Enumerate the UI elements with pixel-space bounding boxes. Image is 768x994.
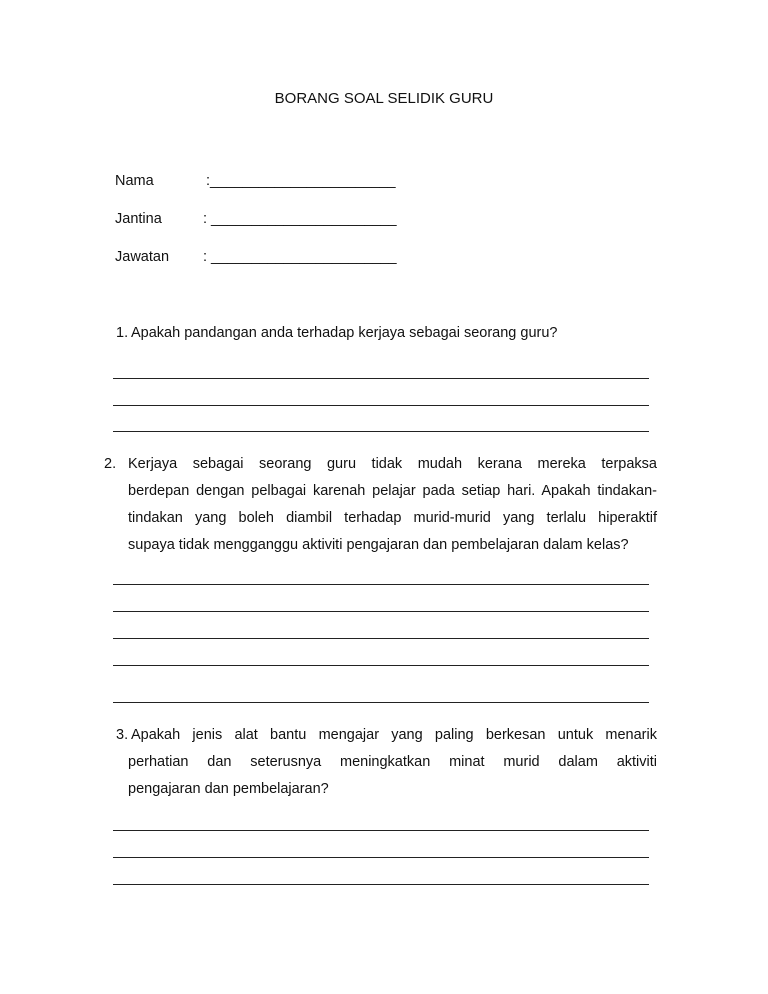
answer-line[interactable]	[113, 884, 649, 885]
position-field[interactable]: : _______________________	[203, 249, 397, 265]
answer-line[interactable]	[113, 665, 649, 666]
answer-line[interactable]	[113, 638, 649, 639]
answer-line[interactable]	[113, 584, 649, 585]
question-number: 3.	[116, 727, 129, 743]
answer-line[interactable]	[113, 611, 649, 612]
answer-line[interactable]	[113, 405, 649, 406]
answer-line[interactable]	[113, 702, 649, 703]
answer-line[interactable]	[113, 857, 649, 858]
question-number: 1.	[116, 325, 129, 341]
page-title: BORANG SOAL SELIDIK GURU	[274, 90, 494, 107]
question-text: Kerjaya sebagai seorang guru tidak mudah kerana mereka terpaksa	[128, 456, 657, 472]
question-text: Apakah pandangan anda terhadap kerjaya sebagai seorang guru?	[131, 325, 558, 341]
question-number: 2.	[104, 456, 117, 472]
question-text: tindakan yang boleh diambil terhadap murid-murid yang terlalu hiperaktif	[128, 510, 657, 526]
answer-line[interactable]	[113, 431, 649, 432]
question-text: Apakah jenis alat bantu mengajar yang paling berkesan untuk menarik	[131, 727, 657, 743]
name-field[interactable]: :_______________________	[206, 173, 396, 189]
name-label: Nama	[115, 173, 154, 189]
gender-field[interactable]: : _______________________	[203, 211, 397, 227]
question-text: supaya tidak mengganggu aktiviti pengajaran dan pembelajaran dalam kelas?	[128, 537, 629, 553]
question-text: perhatian dan seterusnya meningkatkan minat murid dalam aktiviti	[128, 754, 657, 770]
question-text: pengajaran dan pembelajaran?	[128, 781, 329, 797]
answer-line[interactable]	[113, 830, 649, 831]
answer-line[interactable]	[113, 378, 649, 379]
position-label: Jawatan	[115, 249, 170, 265]
question-text: berdepan dengan pelbagai karenah pelajar pada setiap hari. Apakah tindakan-	[128, 483, 657, 499]
gender-label: Jantina	[115, 211, 162, 227]
